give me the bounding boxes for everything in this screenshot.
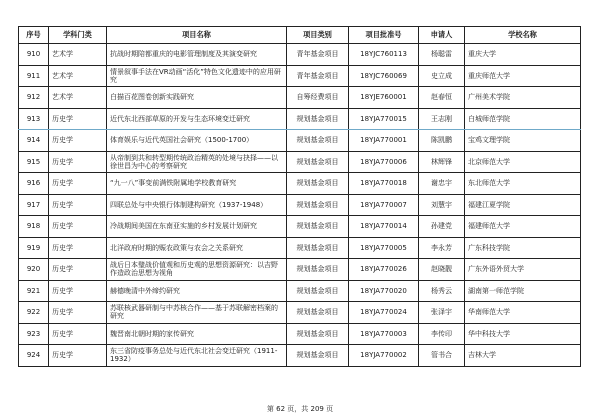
cell-school: 吉林大学 xyxy=(465,345,581,367)
cell-category: 青年基金项目 xyxy=(287,65,349,87)
cell-category: 规划基金项目 xyxy=(287,345,349,367)
cell-title: 战后日本璧战价值观和历史观的思想资源研究：以吉野作造政治思想为视角 xyxy=(107,259,287,281)
cell-title: 赫德晚清中外缔约研究 xyxy=(107,280,287,302)
cell-applicant: 赵春恒 xyxy=(419,87,465,109)
cell-category: 规划基金项目 xyxy=(287,302,349,324)
cell-no: 910 xyxy=(19,44,49,66)
cell-school: 福建江夏学院 xyxy=(465,194,581,216)
cell-school: 重庆师范大学 xyxy=(465,65,581,87)
cell-title: 北洋政府时期的赈农政策与农会之关系研究 xyxy=(107,237,287,259)
cell-no: 917 xyxy=(19,194,49,216)
table-row xyxy=(19,151,581,173)
cell-discipline: 历史学 xyxy=(49,216,107,238)
cell-applicant: 林辉锋 xyxy=(419,151,465,173)
cell-approval: 18YJA770026 xyxy=(349,259,419,281)
cell-category: 自筹经费项目 xyxy=(287,87,349,109)
cell-school: 宝鸡文理学院 xyxy=(465,130,581,152)
table-row xyxy=(19,173,581,195)
cell-no: 918 xyxy=(19,216,49,238)
cell-no: 924 xyxy=(19,345,49,367)
table-row xyxy=(19,259,581,281)
cell-category: 规划基金项目 xyxy=(287,237,349,259)
header-discipline: 学科门类 xyxy=(49,27,107,44)
cell-category: 规划基金项目 xyxy=(287,108,349,130)
cell-no: 914 xyxy=(19,130,49,152)
cell-applicant: 赵晓靓 xyxy=(419,259,465,281)
cell-no: 922 xyxy=(19,302,49,324)
table-row xyxy=(19,130,581,152)
cell-discipline: 历史学 xyxy=(49,194,107,216)
table-row xyxy=(19,44,581,66)
cell-applicant: 陈凯鹏 xyxy=(419,130,465,152)
cell-approval: 18YJA770024 xyxy=(349,302,419,324)
cell-applicant: 张泽宇 xyxy=(419,302,465,324)
cell-school: 东北师范大学 xyxy=(465,173,581,195)
cell-discipline: 历史学 xyxy=(49,259,107,281)
table-row xyxy=(19,65,581,87)
cell-school: 广东外语外贸大学 xyxy=(465,259,581,281)
cell-no: 915 xyxy=(19,151,49,173)
header-category: 项目类别 xyxy=(287,27,349,44)
cell-discipline: 历史学 xyxy=(49,302,107,324)
cell-applicant: 谢忠宇 xyxy=(419,173,465,195)
cell-discipline: 历史学 xyxy=(49,173,107,195)
cell-applicant: 孙建党 xyxy=(419,216,465,238)
cell-school: 华南师范大学 xyxy=(465,302,581,324)
cell-discipline: 艺术学 xyxy=(49,65,107,87)
cell-approval: 18YJA770005 xyxy=(349,237,419,259)
cell-no: 923 xyxy=(19,323,49,345)
cell-discipline: 历史学 xyxy=(49,280,107,302)
table-row xyxy=(19,216,581,238)
table-row xyxy=(19,108,581,130)
cell-school: 湖南第一师范学院 xyxy=(465,280,581,302)
cell-discipline: 艺术学 xyxy=(49,87,107,109)
cell-applicant: 刘慧宇 xyxy=(419,194,465,216)
cell-applicant: 史立成 xyxy=(419,65,465,87)
cell-no: 921 xyxy=(19,280,49,302)
cell-approval: 18YJA770001 xyxy=(349,130,419,152)
cell-applicant: 管书合 xyxy=(419,345,465,367)
cell-category: 规划基金项目 xyxy=(287,280,349,302)
cell-applicant: 王志刚 xyxy=(419,108,465,130)
cell-school: 广东科技学院 xyxy=(465,237,581,259)
cell-title: 从帝制到共和转型期传统政治精英的处境与抉择——以徐世昌为中心的考察研究 xyxy=(107,151,287,173)
cell-no: 916 xyxy=(19,173,49,195)
cell-school: 华中科技大学 xyxy=(465,323,581,345)
table-row xyxy=(19,87,581,109)
cell-approval: 18YJA770003 xyxy=(349,323,419,345)
cell-category: 规划基金项目 xyxy=(287,151,349,173)
table-row xyxy=(19,194,581,216)
cell-no: 911 xyxy=(19,65,49,87)
cell-school: 北京师范大学 xyxy=(465,151,581,173)
cell-school: 白城师范学院 xyxy=(465,108,581,130)
cell-applicant: 李传印 xyxy=(419,323,465,345)
cell-discipline: 历史学 xyxy=(49,345,107,367)
table-row xyxy=(19,237,581,259)
cell-discipline: 历史学 xyxy=(49,130,107,152)
cell-title: 冷战期间美国在东南亚实施的乡村发展计划研究 xyxy=(107,216,287,238)
cell-approval: 18YJA770007 xyxy=(349,194,419,216)
header-title: 项目名称 xyxy=(107,27,287,44)
cell-category: 规划基金项目 xyxy=(287,323,349,345)
cell-discipline: 历史学 xyxy=(49,108,107,130)
header-applicant: 申请人 xyxy=(419,27,465,44)
cell-approval: 18YJC760113 xyxy=(349,44,419,66)
project-table xyxy=(18,26,581,367)
cell-title: “九一八”事变前满铁附属地学校教育研究 xyxy=(107,173,287,195)
cell-school: 福建师范大学 xyxy=(465,216,581,238)
cell-applicant: 杨秀云 xyxy=(419,280,465,302)
cell-approval: 18YJC760069 xyxy=(349,65,419,87)
cell-title: 四联总处与中央银行体制建构研究（1937-1948） xyxy=(107,194,287,216)
cell-no: 912 xyxy=(19,87,49,109)
page-footer: 第 62 页，共 209 页 xyxy=(266,405,334,413)
table-row xyxy=(19,323,581,345)
cell-discipline: 艺术学 xyxy=(49,44,107,66)
cell-title: 苏联核武器研制与中苏核合作——基于苏联解密档案的研究 xyxy=(107,302,287,324)
cell-approval: 18YJA770015 xyxy=(349,108,419,130)
cell-applicant: 杨聪雷 xyxy=(419,44,465,66)
cell-category: 青年基金项目 xyxy=(287,44,349,66)
project-list-sheet xyxy=(18,26,580,367)
cell-category: 规划基金项目 xyxy=(287,259,349,281)
cell-title: 魏晋南北朝时期的家传研究 xyxy=(107,323,287,345)
header-approval: 项目批准号 xyxy=(349,27,419,44)
table-row xyxy=(19,302,581,324)
cell-school: 重庆大学 xyxy=(465,44,581,66)
cell-discipline: 历史学 xyxy=(49,237,107,259)
table-header-row xyxy=(19,27,581,44)
cell-title: 近代东北西部草原的开发与生态环境变迁研究 xyxy=(107,108,287,130)
cell-title: 东三省防疫事务总处与近代东北社会变迁研究（1911- 1932） xyxy=(107,345,287,367)
cell-school: 广州美术学院 xyxy=(465,87,581,109)
table-row xyxy=(19,280,581,302)
cell-approval: 18YJE760001 xyxy=(349,87,419,109)
cell-discipline: 历史学 xyxy=(49,323,107,345)
cell-no: 920 xyxy=(19,259,49,281)
cell-approval: 18YJA770014 xyxy=(349,216,419,238)
cell-no: 919 xyxy=(19,237,49,259)
cell-approval: 18YJA770018 xyxy=(349,173,419,195)
cell-title: 情景叙事手法在VR动画“活化”特色文化遗迹中的应用研究 xyxy=(107,65,287,87)
cell-category: 规划基金项目 xyxy=(287,173,349,195)
table-row xyxy=(19,345,581,367)
cell-title: 体育娱乐与近代英国社会研究（1500-1700） xyxy=(107,130,287,152)
cell-applicant: 李永芳 xyxy=(419,237,465,259)
cell-title: 抗战时期陪都重庆的电影管理制度及其演变研究 xyxy=(107,44,287,66)
cell-approval: 18YJA770002 xyxy=(349,345,419,367)
header-school: 学校名称 xyxy=(465,27,581,44)
cell-category: 规划基金项目 xyxy=(287,194,349,216)
cell-approval: 18YJA770020 xyxy=(349,280,419,302)
cell-category: 规划基金项目 xyxy=(287,216,349,238)
cell-title: 白描百花图卷创新实践研究 xyxy=(107,87,287,109)
cell-no: 913 xyxy=(19,108,49,130)
cell-discipline: 历史学 xyxy=(49,151,107,173)
header-no: 序号 xyxy=(19,27,49,44)
cell-approval: 18YJA770006 xyxy=(349,151,419,173)
cell-category: 规划基金项目 xyxy=(287,130,349,152)
